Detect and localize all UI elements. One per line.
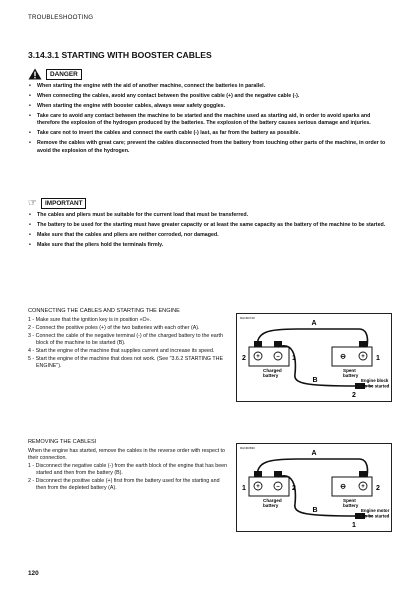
- important-list: [28, 212, 390, 249]
- clamp-charged-plus: [254, 471, 262, 477]
- page-title: 3.14.3.1 STARTING WITH BOOSTER CABLES: [28, 50, 212, 60]
- label-a: A: [311, 450, 317, 457]
- danger-list: [28, 83, 390, 155]
- connecting-step: 3 - Connect the cable of the negative terminal (-) of the charged battery to the earth block of the machine to be started (B).: [28, 332, 223, 346]
- svg-text:+: +: [361, 354, 365, 361]
- svg-text:–: –: [276, 354, 280, 361]
- number-left: 1: [242, 485, 246, 492]
- important-item: • Make sure that the cables and pliers are neither corroded, nor damaged.: [28, 232, 390, 239]
- cable-a-line: [257, 459, 368, 477]
- section-header: TROUBLESHOOTING: [28, 14, 94, 21]
- number-mid: 2: [292, 485, 296, 492]
- figure-code: RHN00830: [240, 446, 255, 450]
- important-header: [28, 198, 390, 209]
- danger-item: • Remove the cables with great care; prevent the cables disconnected from the battery from touching other parts of the machine, in order to avoid the explosion of the hydrogen.: [28, 140, 390, 155]
- connecting-step: 5 - Start the engine of the machine that does not work. (See "3.6.2 STARTING THE ENGINE").: [28, 355, 224, 369]
- charged-label-2: battery: [263, 373, 279, 378]
- connecting-steps: [28, 317, 228, 370]
- danger-item: • When starting the engine with the aid of another machine, connect the batteries in parallel.: [28, 83, 390, 90]
- engine-label-1: Engine block: [361, 378, 389, 383]
- charged-label-1: Charged: [263, 498, 282, 503]
- minus-symbol: ⊖: [340, 483, 346, 491]
- danger-item: • Take care to avoid any contact between the machine to be started and the machine used as starting aid, in order to avoid sparks and therefore the explosion of the hydrogen produced by the batteries. The explosion of the battery causes serious damage and injuries.: [28, 113, 390, 128]
- spent-label-1: Spent: [343, 498, 356, 503]
- removing-steps: [28, 463, 228, 492]
- danger-section: [28, 68, 390, 158]
- cable-a-line: [257, 329, 368, 347]
- connecting-step: 1 - Make sure that the ignition key is in position «O».: [28, 317, 152, 324]
- engine-label-1: Engine motor: [361, 508, 390, 513]
- important-badge: IMPORTANT: [41, 198, 87, 209]
- removing-procedure: [28, 439, 228, 493]
- connecting-step: 2 - Connect the positive poles (+) of the two batteries with each other (A).: [28, 324, 200, 331]
- plus-sign: +: [256, 354, 260, 361]
- charged-label-1: Charged: [263, 368, 282, 373]
- pointing-hand-icon: ☞: [28, 198, 37, 209]
- important-section: [28, 198, 390, 252]
- label-b: B: [312, 507, 318, 514]
- svg-text:–: –: [276, 484, 280, 491]
- engine-label-2: to be started: [363, 513, 390, 519]
- danger-item: • Take care not to invert the cables and connect the earth cable (-) last, as far from the battery as possible.: [28, 130, 390, 137]
- important-item: • The battery to be used for the starting must have greater capacity or at least the same capacity as the battery of the machine to be started.: [28, 222, 390, 229]
- label-a: A: [311, 320, 317, 327]
- danger-header: [28, 68, 390, 80]
- number-bottom: 1: [352, 522, 356, 529]
- number-mid: 1: [292, 355, 296, 362]
- important-item: • Make sure that the pliers hold the terminals firmly.: [28, 242, 390, 249]
- connecting-diagram-svg: [237, 314, 391, 401]
- number-left: 2: [242, 355, 246, 362]
- danger-badge: DANGER: [46, 69, 82, 80]
- removing-intro: When the engine has started, remove the cables in the reverse order with respect to their connection.: [28, 448, 225, 462]
- svg-text:+: +: [361, 484, 365, 491]
- removing-step: 2 - Disconnect the positive cable (+) first from the battery used for the starting and then from the depleted battery (A).: [28, 478, 220, 492]
- removing-diagram: [236, 443, 392, 532]
- spent-label-2: battery: [343, 373, 359, 378]
- removing-diagram-svg: [237, 444, 391, 531]
- connecting-step: 4 - Start the engine of the machine that supplies current and increase its speed.: [28, 347, 215, 354]
- connecting-title: CONNECTING THE CABLES AND STARTING THE ENGINE: [28, 308, 180, 314]
- minus-symbol: ⊖: [340, 353, 346, 361]
- important-item: • The cables and pliers must be suitable for the current load that must be transferred.: [28, 212, 390, 219]
- number-right: 2: [376, 485, 380, 492]
- number-right: 1: [376, 355, 380, 362]
- label-b: B: [312, 377, 318, 384]
- spent-label-2: battery: [343, 503, 359, 508]
- connecting-diagram: [236, 313, 392, 402]
- removing-step: 1 - Disconnect the negative cable (-) from the earth block of the engine that has been started and then from the battery (B).: [28, 463, 228, 477]
- danger-item: • When starting the engine with booster cables, always wear safety goggles.: [28, 103, 390, 110]
- clamp-charged-plus: [254, 341, 262, 347]
- engine-label-2: to be started: [363, 383, 390, 389]
- number-bottom: 2: [352, 392, 356, 399]
- page-number: 120: [28, 570, 39, 577]
- charged-label-2: battery: [263, 503, 279, 508]
- clamp-spent-plus: [359, 341, 367, 347]
- spent-label-1: Spent: [343, 368, 356, 373]
- figure-code: RHN00740: [240, 316, 255, 320]
- plus-sign: +: [256, 484, 260, 491]
- warning-triangle-icon: [28, 68, 42, 80]
- danger-item: • When connecting the cables, avoid any contact between the positive cable (+) and the negative cable (-).: [28, 93, 390, 100]
- clamp-spent-plus: [359, 471, 367, 477]
- connecting-procedure: [28, 308, 228, 371]
- removing-title: REMOVING THE CABLESI: [28, 439, 97, 445]
